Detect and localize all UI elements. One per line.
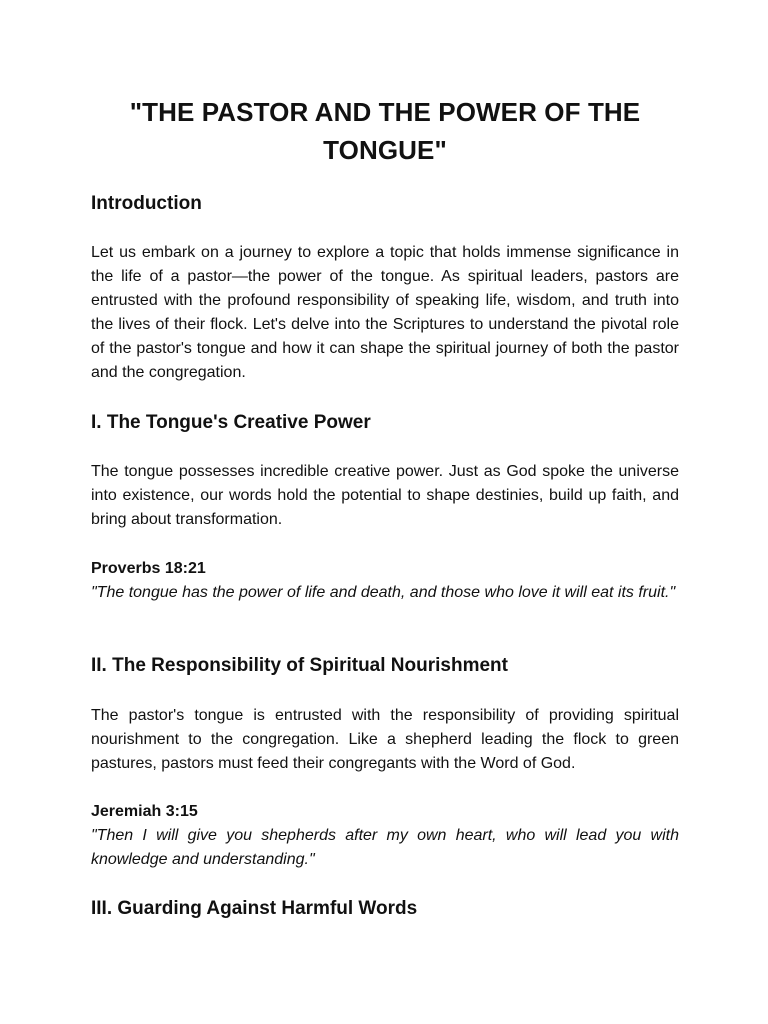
introduction-paragraph: Let us embark on a journey to explore a topic that holds immense significance in the life of a pastor—the power of the tongue. As spiritual leaders, pastors are entrusted with the profound responsibility of speaking life, wisdom, and truth into the lives of their flock. Let's delve into the Scriptures to understand the pivotal role of the pastor's tongue and how it can shape the spiritual journey of both the pastor and the congregation.	[91, 244, 679, 381]
document-title: "THE PASTOR AND THE POWER OF THE TONGUE"	[129, 97, 641, 165]
section-3-heading: III. Guarding Against Harmful Words	[91, 898, 418, 919]
section-1-scripture-reference: Proverbs 18:21	[91, 560, 206, 577]
section-1-heading: I. The Tongue's Creative Power	[91, 412, 371, 433]
introduction-heading: Introduction	[91, 193, 202, 214]
section-2-heading: II. The Responsibility of Spiritual Nourishment	[91, 655, 508, 676]
section-1-paragraph: The tongue possesses incredible creative power. Just as God spoke the universe into existence, our words hold the potential to shape destinies, build up faith, and bring about transformation.	[91, 463, 679, 528]
section-2-paragraph: The pastor's tongue is entrusted with the responsibility of providing spiritual nourishment to the congregation. Like a shepherd leading the flock to green pastures, pastors must feed their congregants with the Word of God.	[91, 707, 679, 772]
section-1-scripture-quote: "The tongue has the power of life and death, and those who love it will eat its fruit."	[91, 584, 676, 601]
section-2-scripture-reference: Jeremiah 3:15	[91, 803, 198, 820]
section-2-scripture-quote: "Then I will give you shepherds after my own heart, who will lead you with knowledge and understanding."	[91, 827, 679, 868]
